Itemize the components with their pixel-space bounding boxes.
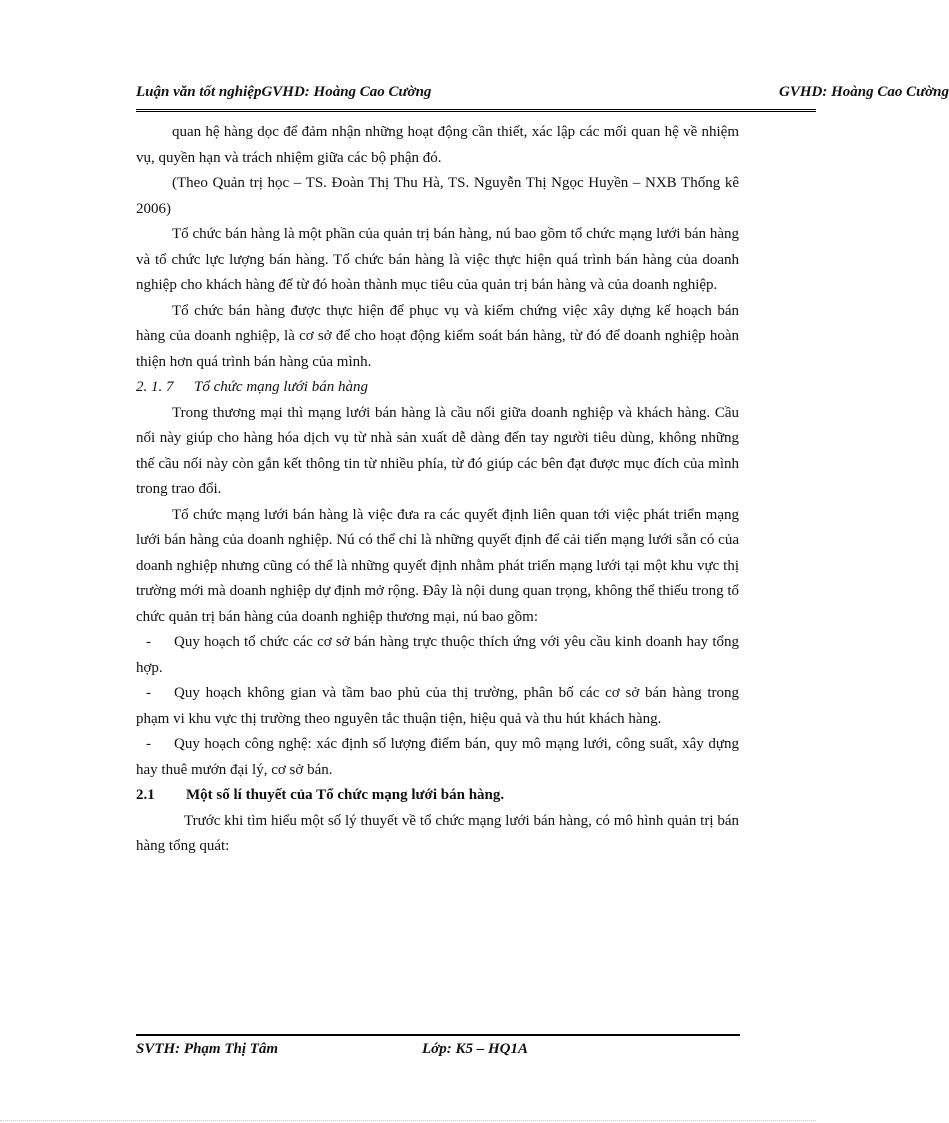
bullet-dash: - xyxy=(146,685,151,701)
paragraph: Tổ chức mạng lưới bán hàng là việc đưa ra các quyết định liên quan tới việc phát triển mạng lưới bán hàng của doanh nghiệp. Nú có thể chỉ là những quyết định để cải tiến mạng lưới sẵn có của doanh nghiệp nhưng cũng có thể là những quyết định nhằm phát triển mạng lưới tại một khu vực thị trường mới mà doanh nghiệp dự định mở rộng. Đây là nội dung quan trọng, không thể thiếu trong tổ chức quản trị bán hàng của doanh nghiệp thương mại, nú bao gồm: xyxy=(136,506,739,625)
paragraph: Trong thương mại thì mạng lưới bán hàng là cầu nối giữa doanh nghiệp và khách hàng. Cầu nối này giúp cho hàng hóa dịch vụ từ nhà sản xuất dễ dàng đến tay người tiêu dùng, không những thế cầu nối này còn gắn kết thông tin từ nhiều phía, từ đó giúp các bên đạt được mục đích của mình trong trao đổi. xyxy=(136,404,739,497)
page-header xyxy=(136,84,949,108)
section-heading xyxy=(136,783,739,809)
paragraph: Tổ chức bán hàng là một phần của quản trị bán hàng, nú bao gồm tổ chức mạng lưới bán hàng và tổ chức lực lượng bán hàng. Tổ chức bán hàng là việc thực hiện quá trình bán hàng của doanh nghiệp cho khách hàng để từ đó hoàn thành mục tiêu của quản trị bán hàng và của doanh nghiệp. xyxy=(136,226,739,293)
footer-rule xyxy=(136,1034,740,1036)
paragraph: Trước khi tìm hiểu một số lý thuyết về tổ chức mạng lưới bán hàng, có mô hình quản trị bán hàng tổng quát: xyxy=(136,812,739,854)
footer-student: SVTH: Phạm Thị Tâm xyxy=(136,1041,279,1057)
section-number: 2.1 xyxy=(136,787,155,803)
list-item-text: Quy hoạch tổ chức các cơ sở bán hàng trực thuộc thích ứng với yêu cầu kinh doanh hay tổng hợp. xyxy=(136,634,739,676)
subsection-number: 2. 1. 7 xyxy=(136,379,174,395)
page-edge xyxy=(0,1120,816,1121)
header-rule xyxy=(136,109,816,112)
subsection-title: Tổ chức mạng lưới bán hàng xyxy=(194,379,368,395)
header-title: Luận văn tốt nghiệpGVHD: Hoàng Cao Cường xyxy=(136,84,432,100)
page-body xyxy=(136,120,739,860)
paragraph-continued: quan hệ hàng dọc để đảm nhận những hoạt động cần thiết, xác lập các mối quan hệ về nhiệm vụ, quyền hạn và trách nhiệm giữa các bộ phận đó. xyxy=(136,124,739,166)
subsection-heading xyxy=(136,375,739,401)
list-item xyxy=(136,732,739,783)
bullet-dash: - xyxy=(146,634,151,650)
header-advisor: GVHD: Hoàng Cao Cường xyxy=(779,84,949,100)
paragraph: Tổ chức bán hàng được thực hiện để phục vụ và kiểm chứng việc xây dựng kế hoạch bán hàng của doanh nghiệp, là cơ sở để cho hoạt động kiểm soát bán hàng, từ đó để doanh nghiệp hoàn thiện hơn quá trình bán hàng của mình. xyxy=(136,302,739,370)
list-item xyxy=(136,681,739,732)
bullet-dash: - xyxy=(146,736,151,752)
list-item-text: Quy hoạch không gian và tầm bao phủ của thị trường, phân bố các cơ sở bán hàng trong phạm vi khu vực thị trường theo nguyên tắc thuận tiện, hiệu quả và thu hút khách hàng. xyxy=(136,685,739,727)
citation-paragraph: (Theo Quản trị học – TS. Đoàn Thị Thu Hà, TS. Nguyễn Thị Ngọc Huyền – NXB Thống kê 2006) xyxy=(136,175,739,217)
footer-class: Lớp: K5 – HQ1A xyxy=(422,1041,528,1057)
list-item xyxy=(136,630,739,681)
list-item-text: Quy hoạch công nghệ: xác định số lượng điểm bán, quy mô mạng lưới, công suất, xây dựng hay thuê mướn đại lý, cơ sở bán. xyxy=(136,736,739,778)
section-title: Một số lí thuyết của Tổ chức mạng lưới bán hàng. xyxy=(186,787,505,803)
